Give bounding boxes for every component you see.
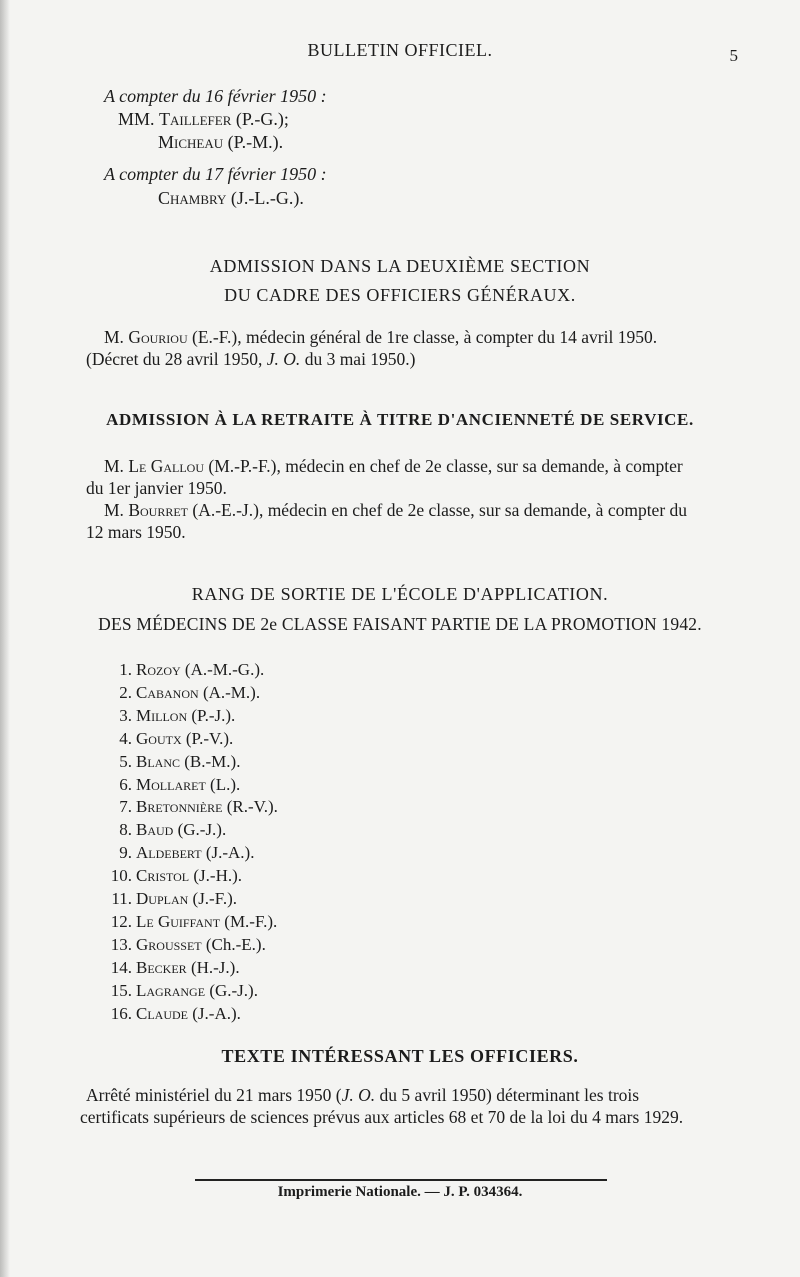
rank-list-item bbox=[106, 751, 240, 773]
officer-name: Taillefer bbox=[159, 109, 232, 129]
officer-name: Lagrange bbox=[136, 980, 206, 1000]
name-prefix: MM. bbox=[118, 109, 155, 129]
admission-paragraph-line2: (Décret du 28 avril 1950, J. O. du 3 mai 1950.) bbox=[86, 349, 416, 369]
officer-name: Le Guiffant bbox=[136, 911, 221, 931]
section-heading-retraite: ADMISSION À LA RETRAITE À TITRE D'ANCIENNETÉ DE SERVICE. bbox=[106, 410, 694, 429]
officer-initials: (B.-M.). bbox=[184, 751, 241, 771]
rank-number: 6. bbox=[119, 774, 132, 794]
officer-initials: (P.-M.). bbox=[227, 132, 284, 152]
officer-initials: (L.). bbox=[210, 774, 241, 794]
section-heading-admission-line2: DU CADRE DES OFFICIERS GÉNÉRAUX. bbox=[224, 285, 576, 305]
rank-number: 12. bbox=[110, 911, 132, 931]
section-heading-texte: TEXTE INTÉRESSANT LES OFFICIERS. bbox=[221, 1046, 579, 1066]
admission-paragraph-line1: M. Gouriou (E.-F.), médecin général de 1re classe, à compter du 14 avril 1950. bbox=[104, 327, 658, 347]
officer-name: Grousset bbox=[136, 934, 202, 954]
rank-list-item bbox=[106, 705, 235, 727]
rank-list-item bbox=[106, 774, 240, 796]
officer-initials: (R.-V.). bbox=[226, 797, 278, 817]
rank-number: 5. bbox=[119, 751, 132, 771]
section-heading-admission-line1: ADMISSION DANS LA DEUXIÈME SECTION bbox=[209, 256, 591, 276]
promotion-date-2: A compter du 17 février 1950 : bbox=[104, 164, 327, 184]
rank-list-item bbox=[106, 911, 277, 933]
officer-initials: (A.-M.). bbox=[202, 682, 261, 702]
rank-list-item bbox=[106, 865, 242, 887]
officer-initials: (P.-J.). bbox=[191, 705, 236, 725]
page-number: 5 bbox=[729, 46, 738, 65]
officer-initials: (G.-J.). bbox=[177, 820, 227, 840]
rank-list-item bbox=[106, 1003, 241, 1025]
texte-line2: certificats supérieurs de sciences prévus aux articles 68 et 70 de la loi du 4 mars 1929. bbox=[80, 1107, 684, 1127]
rank-number: 10. bbox=[110, 866, 132, 886]
rank-number: 13. bbox=[110, 934, 132, 954]
rank-list-item bbox=[106, 728, 233, 750]
officer-initials: (P.-G.); bbox=[235, 109, 289, 129]
rank-number: 1. bbox=[119, 660, 132, 679]
officer-initials: (M.-F.). bbox=[224, 911, 278, 931]
officer-name: Goutx bbox=[136, 728, 182, 748]
rank-list-item bbox=[106, 888, 237, 910]
promotion-name-row bbox=[118, 108, 289, 130]
officer-name: Chambry bbox=[158, 188, 227, 208]
page-binding-shadow bbox=[0, 0, 10, 1277]
officer-name: Duplan bbox=[136, 889, 189, 908]
rank-number: 9. bbox=[119, 843, 132, 863]
officer-initials: (J.-L.-G.). bbox=[230, 188, 304, 208]
officer-initials: (Ch.-E.). bbox=[205, 934, 266, 954]
officer-name: Baud bbox=[136, 820, 174, 840]
header-title: BULLETIN OFFICIEL. bbox=[307, 40, 493, 60]
officer-name: Millon bbox=[136, 705, 188, 725]
rank-number: 11. bbox=[111, 889, 132, 908]
officer-name: Bourret bbox=[128, 500, 188, 520]
section-heading-rang-line2: DES MÉDECINS DE 2e CLASSE FAISANT PARTIE DE LA PROMOTION 1942. bbox=[98, 614, 702, 634]
rank-number: 15. bbox=[110, 980, 132, 1000]
rank-list-item bbox=[106, 934, 266, 956]
officer-initials: (J.-H.). bbox=[193, 866, 243, 886]
rank-number: 8. bbox=[119, 820, 132, 840]
officer-name: Micheau bbox=[158, 132, 224, 152]
retraite-entry-1-line1: M. Le Gallou (M.-P.-F.), médecin en chef de 2e classe, sur sa demande, à compter bbox=[104, 456, 683, 476]
retraite-entry-2-line2: 12 mars 1950. bbox=[86, 522, 186, 542]
rank-list-item bbox=[106, 659, 264, 681]
rank-list-item bbox=[106, 842, 254, 864]
officer-name: Gouriou bbox=[128, 327, 188, 347]
officer-name: Blanc bbox=[136, 751, 181, 771]
rank-number: 2. bbox=[119, 682, 132, 702]
officer-initials: (J.-F.). bbox=[192, 889, 237, 908]
texte-line1: Arrêté ministériel du 21 mars 1950 (J. O. du 5 avril 1950) déterminant les trois bbox=[86, 1085, 640, 1105]
rank-list-item bbox=[106, 682, 260, 704]
promotion-name-row bbox=[158, 131, 283, 153]
rank-number: 14. bbox=[110, 957, 132, 977]
officer-initials: (P.-V.). bbox=[185, 728, 234, 748]
officer-initials: (A.-M.-G.). bbox=[184, 660, 265, 679]
officer-initials: (H.-J.). bbox=[190, 957, 240, 977]
retraite-entry-2-line1: M. Bourret (A.-E.-J.), médecin en chef de 2e classe, sur sa demande, à compter du bbox=[104, 500, 688, 520]
promotion-date-1: A compter du 16 février 1950 : bbox=[104, 86, 327, 106]
officer-initials: (J.-A.). bbox=[192, 1003, 241, 1023]
officer-initials: (G.-J.). bbox=[209, 980, 258, 1000]
officer-name: Cabanon bbox=[136, 682, 199, 702]
rank-number: 7. bbox=[119, 797, 132, 817]
rank-list-item bbox=[106, 796, 278, 818]
rank-number: 4. bbox=[119, 728, 132, 748]
officer-name: Bretonnière bbox=[136, 797, 223, 817]
section-heading-rang-line1: RANG DE SORTIE DE L'ÉCOLE D'APPLICATION. bbox=[191, 584, 609, 604]
officer-name: Becker bbox=[136, 957, 187, 977]
officer-name: Rozoy bbox=[136, 660, 181, 679]
rank-list-item bbox=[106, 980, 258, 1002]
rank-number: 3. bbox=[119, 705, 132, 725]
officer-name: Cristol bbox=[136, 866, 190, 886]
officer-name: Aldebert bbox=[136, 843, 202, 863]
officer-initials: (J.-A.). bbox=[205, 843, 255, 863]
rank-number: 16. bbox=[110, 1003, 132, 1023]
rank-list-item bbox=[106, 819, 226, 841]
rank-list-item bbox=[106, 957, 240, 979]
promotion-name-row bbox=[158, 187, 304, 209]
footer-rule bbox=[195, 1179, 607, 1181]
footer-imprint: Imprimerie Nationale. — J. P. 034364. bbox=[277, 1184, 523, 1200]
officer-name: Mollaret bbox=[136, 774, 206, 794]
retraite-entry-1-line2: du 1er janvier 1950. bbox=[86, 478, 227, 498]
officer-name: Le Gallou bbox=[128, 456, 205, 476]
officer-name: Claude bbox=[136, 1003, 188, 1023]
